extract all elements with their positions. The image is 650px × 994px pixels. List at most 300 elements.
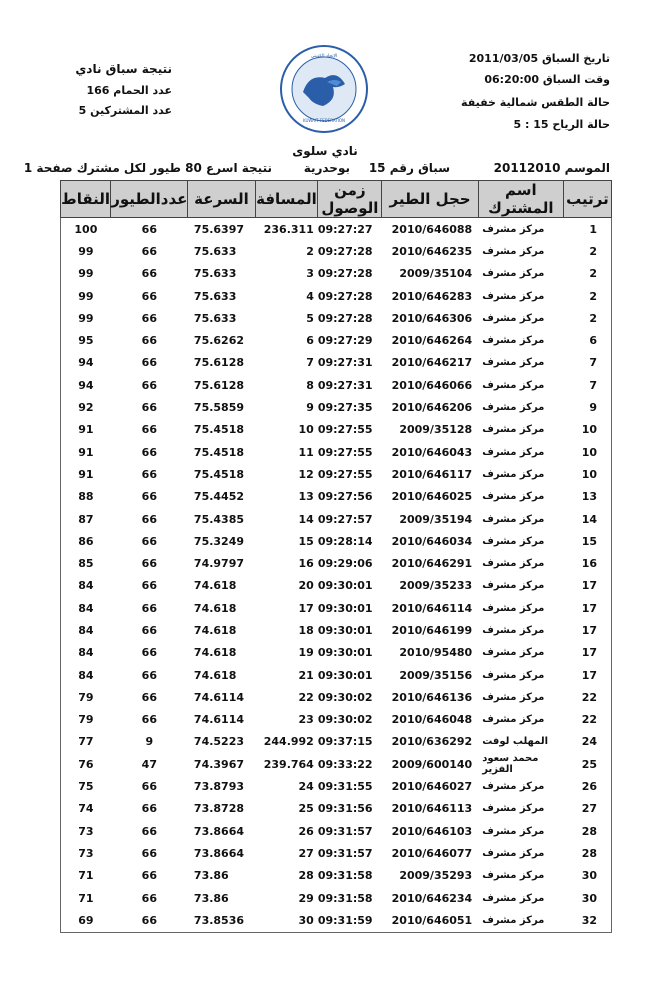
ring-cell: 2010/646077 (391, 846, 473, 860)
participant-cell: مركز مشرف (482, 491, 545, 503)
points-cell: 73 (78, 846, 94, 860)
table-row (61, 887, 612, 909)
birds-cell: 66 (141, 579, 157, 593)
arrival-cell: 09:27:28 (317, 311, 373, 325)
birds-cell: 66 (141, 289, 157, 303)
svg-text:الإتحاد الكويتي: الإتحاد الكويتي (310, 54, 338, 59)
ring-cell: 2010/646043 (391, 445, 473, 459)
rank-cell: 25 (581, 757, 597, 771)
arrival-cell: 09:30:01 (317, 601, 373, 615)
race-time: وقت السباق 06:20:00 (484, 73, 610, 86)
birds-cell: 66 (141, 401, 157, 415)
speed-cell: 74.618 (193, 601, 237, 615)
points-cell: 92 (78, 401, 94, 415)
rank-cell: 1 (589, 222, 597, 236)
season-label: الموسم 20112010 (493, 161, 610, 175)
table-header-row (61, 181, 612, 218)
birds-cell: 66 (141, 222, 157, 236)
participant-cell: مركز مشرف (482, 424, 545, 436)
distance-cell: 17 (298, 601, 314, 615)
participant-cell: مركز مشرف (482, 803, 545, 815)
ring-cell: 2010/646051 (391, 913, 473, 927)
rank-cell: 17 (581, 668, 597, 682)
federation-logo (279, 44, 369, 134)
svg-text:KUWAIT FEDERATION: KUWAIT FEDERATION (302, 118, 346, 123)
table-row (61, 240, 612, 262)
table-row (61, 842, 612, 864)
points-cell: 84 (78, 579, 94, 593)
arrival-cell: 09:27:28 (317, 289, 373, 303)
arrival-cell: 09:27:56 (317, 490, 373, 504)
points-cell: 69 (78, 913, 94, 927)
birds-cell: 66 (141, 244, 157, 258)
arrival-cell: 09:31:59 (317, 913, 373, 927)
ring-cell: 2010/636292 (391, 735, 473, 749)
birds-cell: 66 (141, 623, 157, 637)
table-row (61, 396, 612, 418)
ring-cell: 2010/646234 (391, 891, 473, 905)
rank-cell: 32 (581, 913, 597, 927)
points-cell: 99 (78, 311, 94, 325)
points-cell: 99 (78, 289, 94, 303)
distance-cell: 9 (306, 401, 314, 415)
results-table (60, 180, 612, 933)
ring-cell: 2010/646264 (391, 334, 473, 348)
speed-cell: 73.86 (193, 869, 229, 883)
points-cell: 71 (78, 869, 94, 883)
speed-cell: 74.9797 (193, 557, 245, 571)
arrival-cell: 09:27:31 (317, 378, 373, 392)
points-cell: 73 (78, 824, 94, 838)
ring-cell: 2009/35128 (399, 423, 473, 437)
table-row (61, 486, 612, 508)
table-row (61, 263, 612, 285)
table-row (61, 731, 612, 753)
rank-cell: 17 (581, 623, 597, 637)
arrival-cell: 09:30:01 (317, 623, 373, 637)
arrival-cell: 09:27:31 (317, 356, 373, 370)
points-cell: 77 (78, 735, 94, 749)
participant-cell: مركز مشرف (482, 290, 545, 302)
participant-cell: محمد سعود الفزير (482, 753, 539, 776)
distance-cell: 27 (298, 846, 314, 860)
points-cell: 84 (78, 601, 94, 615)
points-cell: 85 (78, 557, 94, 571)
speed-cell: 75.4518 (193, 445, 245, 459)
col-arrival: زمن الوصول (318, 181, 382, 218)
points-cell: 71 (78, 891, 94, 905)
birds-cell: 66 (141, 713, 157, 727)
speed-cell: 74.6114 (193, 713, 245, 727)
participant-cell: مركز مشرف (482, 312, 545, 324)
distance-cell: 30 (298, 913, 314, 927)
table-row (61, 285, 612, 307)
table-row (61, 419, 612, 441)
participant-cell: مركز مشرف (482, 691, 545, 703)
birds-cell: 66 (141, 490, 157, 504)
speed-cell: 73.8728 (193, 802, 245, 816)
points-cell: 88 (78, 490, 94, 504)
rank-cell: 13 (581, 490, 597, 504)
participant-cell: مركز مشرف (482, 268, 545, 280)
ring-cell: 2010/646066 (391, 378, 473, 392)
points-cell: 94 (78, 378, 94, 392)
weather-status: حالة الطقس شمالية خفيفة (461, 96, 610, 109)
participant-cell: مركز مشرف (482, 379, 545, 391)
speed-cell: 75.6397 (193, 222, 245, 236)
distance-cell: 7 (306, 356, 314, 370)
col-points: النقاط (61, 181, 111, 218)
arrival-cell: 09:27:55 (317, 445, 373, 459)
speed-cell: 74.618 (193, 668, 237, 682)
birds-cell: 66 (141, 891, 157, 905)
points-cell: 79 (78, 713, 94, 727)
ring-cell: 2010/646291 (391, 557, 473, 571)
rank-cell: 28 (581, 846, 597, 860)
arrival-cell: 09:27:29 (317, 334, 373, 348)
ring-cell: 2010/95480 (399, 646, 473, 660)
speed-cell: 75.4518 (193, 467, 245, 481)
table-row (61, 709, 612, 731)
birds-cell: 66 (141, 311, 157, 325)
rank-cell: 10 (581, 423, 597, 437)
arrival-cell: 09:30:02 (317, 690, 373, 704)
speed-cell: 75.6128 (193, 378, 245, 392)
rank-cell: 6 (589, 334, 597, 348)
participant-cell: مركز مشرف (482, 624, 545, 636)
result-title: نتيجة سباق نادي (75, 62, 172, 76)
points-cell: 95 (78, 334, 94, 348)
birds-cell: 66 (141, 512, 157, 526)
ring-cell: 2009/35233 (399, 579, 473, 593)
birds-cell: 66 (141, 913, 157, 927)
participant-cell: المهلب لوفت (482, 736, 549, 748)
table-row (61, 642, 612, 664)
table-row (61, 463, 612, 485)
distance-cell: 4 (306, 289, 314, 303)
ring-cell: 2010/646217 (391, 356, 473, 370)
speed-cell: 75.633 (193, 289, 237, 303)
arrival-cell: 09:27:27 (317, 222, 373, 236)
rank-cell: 22 (581, 713, 597, 727)
participant-cell: مركز مشرف (482, 892, 545, 904)
table-row (61, 218, 612, 241)
ring-cell: 2010/646103 (391, 824, 473, 838)
speed-cell: 73.86 (193, 891, 229, 905)
arrival-cell: 09:27:55 (317, 467, 373, 481)
points-cell: 75 (78, 780, 94, 794)
distance-cell: 6 (306, 334, 314, 348)
distance-cell: 2 (306, 244, 314, 258)
speed-cell: 74.6114 (193, 690, 245, 704)
table-row (61, 775, 612, 797)
arrival-cell: 09:31:58 (317, 869, 373, 883)
race-number: سباق رقم 15 (368, 161, 450, 175)
table-row (61, 441, 612, 463)
col-speed: السرعة (188, 181, 255, 218)
speed-cell: 75.4518 (193, 423, 245, 437)
birds-cell: 66 (141, 802, 157, 816)
participant-cell: مركز مشرف (482, 335, 545, 347)
arrival-cell: 09:33:22 (317, 757, 373, 771)
rank-cell: 22 (581, 690, 597, 704)
distance-cell: 20 (298, 579, 314, 593)
speed-cell: 75.3249 (193, 534, 245, 548)
participant-cell: مركز مشرف (482, 513, 545, 525)
club-name: نادي سلوى (292, 144, 358, 158)
points-cell: 91 (78, 467, 94, 481)
col-participant: اسم المشترك (478, 181, 563, 218)
distance-cell: 25 (298, 802, 314, 816)
arrival-cell: 09:30:01 (317, 579, 373, 593)
speed-cell: 73.8536 (193, 913, 245, 927)
race-date: تاريخ السباق 2011/03/05 (468, 52, 610, 65)
table-row (61, 508, 612, 530)
table-row (61, 686, 612, 708)
arrival-cell: 09:27:35 (317, 401, 373, 415)
arrival-cell: 09:30:02 (317, 713, 373, 727)
distance-cell: 24 (298, 780, 314, 794)
speed-cell: 74.618 (193, 646, 237, 660)
arrival-cell: 09:29:06 (317, 557, 373, 571)
points-cell: 100 (74, 222, 98, 236)
arrival-cell: 09:31:56 (317, 802, 373, 816)
arrival-cell: 09:27:57 (317, 512, 373, 526)
participant-cell: مركز مشرف (482, 245, 545, 257)
birds-cell: 66 (141, 445, 157, 459)
rank-cell: 17 (581, 646, 597, 660)
points-cell: 84 (78, 646, 94, 660)
table-row (61, 307, 612, 329)
col-ring: حجل الطير (382, 181, 478, 218)
race-location: بوحدرية (303, 161, 350, 175)
speed-cell: 75.633 (193, 311, 237, 325)
participant-cell: مركز مشرف (482, 870, 545, 882)
birds-cell: 66 (141, 557, 157, 571)
arrival-cell: 09:31:57 (317, 824, 373, 838)
rank-cell: 2 (589, 267, 597, 281)
distance-cell: 239.764 (263, 757, 314, 771)
points-cell: 99 (78, 244, 94, 258)
rank-cell: 2 (589, 244, 597, 258)
birds-cell: 66 (141, 267, 157, 281)
rank-cell: 16 (581, 557, 597, 571)
table-row (61, 352, 612, 374)
distance-cell: 12 (298, 467, 314, 481)
participant-count: عدد المشتركين 5 (78, 104, 172, 117)
col-birds: عددالطيور (111, 181, 188, 218)
distance-cell: 11 (298, 445, 314, 459)
table-row (61, 575, 612, 597)
distance-cell: 22 (298, 690, 314, 704)
birds-cell: 66 (141, 534, 157, 548)
speed-cell: 75.6128 (193, 356, 245, 370)
points-cell: 94 (78, 356, 94, 370)
speed-cell: 74.618 (193, 579, 237, 593)
birds-cell: 66 (141, 646, 157, 660)
birds-cell: 66 (141, 869, 157, 883)
participant-cell: مركز مشرف (482, 468, 545, 480)
participant-cell: مركز مشرف (482, 357, 545, 369)
distance-cell: 19 (298, 646, 314, 660)
participant-cell: مركز مشرف (482, 402, 545, 414)
points-cell: 76 (78, 757, 94, 771)
ring-cell: 2009/600140 (391, 757, 473, 771)
participant-cell: مركز مشرف (482, 847, 545, 859)
arrival-cell: 09:31:58 (317, 891, 373, 905)
birds-cell: 47 (141, 757, 157, 771)
distance-cell: 244.992 (263, 735, 314, 749)
birds-cell: 66 (141, 668, 157, 682)
distance-cell: 18 (298, 623, 314, 637)
rank-cell: 30 (581, 869, 597, 883)
points-cell: 74 (78, 802, 94, 816)
fastest-note: نتيجة اسرع 80 طيور لكل مشترك صفحة 1 (23, 161, 272, 175)
birds-cell: 66 (141, 846, 157, 860)
rank-cell: 17 (581, 601, 597, 615)
points-cell: 87 (78, 512, 94, 526)
birds-cell: 66 (141, 780, 157, 794)
ring-cell: 2010/646136 (391, 690, 473, 704)
arrival-cell: 09:27:28 (317, 267, 373, 281)
table-row (61, 329, 612, 351)
rank-cell: 14 (581, 512, 597, 526)
speed-cell: 75.633 (193, 244, 237, 258)
rank-cell: 7 (589, 378, 597, 392)
speed-cell: 73.8664 (193, 846, 245, 860)
table-row (61, 798, 612, 820)
distance-cell: 14 (298, 512, 314, 526)
distance-cell: 26 (298, 824, 314, 838)
distance-cell: 5 (306, 311, 314, 325)
ring-cell: 2010/646117 (391, 467, 473, 481)
arrival-cell: 09:31:57 (317, 846, 373, 860)
rank-cell: 10 (581, 467, 597, 481)
ring-cell: 2010/646027 (391, 780, 473, 794)
ring-cell: 2009/35293 (399, 869, 473, 883)
speed-cell: 75.4385 (193, 512, 245, 526)
ring-cell: 2010/646048 (391, 713, 473, 727)
arrival-cell: 09:31:55 (317, 780, 373, 794)
rank-cell: 24 (581, 735, 597, 749)
rank-cell: 15 (581, 534, 597, 548)
table-row (61, 619, 612, 641)
table-row (61, 552, 612, 574)
arrival-cell: 09:28:14 (317, 534, 373, 548)
participant-cell: مركز مشرف (482, 825, 545, 837)
birds-cell: 66 (141, 356, 157, 370)
ring-cell: 2010/646199 (391, 623, 473, 637)
pigeon-count: عدد الحمام 166 (86, 84, 172, 97)
rank-cell: 7 (589, 356, 597, 370)
birds-cell: 66 (141, 334, 157, 348)
participant-cell: مركز مشرف (482, 558, 545, 570)
rank-cell: 2 (589, 289, 597, 303)
birds-cell: 9 (145, 735, 154, 749)
distance-cell: 23 (298, 713, 314, 727)
distance-cell: 236.311 (263, 222, 314, 236)
speed-cell: 75.633 (193, 267, 237, 281)
participant-cell: مركز مشرف (482, 223, 545, 235)
distance-cell: 13 (298, 490, 314, 504)
table-row (61, 530, 612, 552)
ring-cell: 2010/646113 (391, 802, 473, 816)
speed-cell: 74.5223 (193, 735, 245, 749)
distance-cell: 15 (298, 534, 314, 548)
col-distance: المسافة (255, 181, 318, 218)
points-cell: 91 (78, 445, 94, 459)
table-row (61, 597, 612, 619)
rank-cell: 2 (589, 311, 597, 325)
arrival-cell: 09:30:01 (317, 668, 373, 682)
speed-cell: 73.8664 (193, 824, 245, 838)
table-row (61, 865, 612, 887)
speed-cell: 75.5859 (193, 401, 245, 415)
distance-cell: 21 (298, 668, 314, 682)
speed-cell: 74.3967 (193, 757, 245, 771)
birds-cell: 66 (141, 690, 157, 704)
table-row (61, 374, 612, 396)
participant-cell: مركز مشرف (482, 714, 545, 726)
rank-cell: 26 (581, 780, 597, 794)
birds-cell: 66 (141, 378, 157, 392)
speed-cell: 75.4452 (193, 490, 245, 504)
participant-cell: مركز مشرف (482, 535, 545, 547)
wind-status: حالة الرياح 15 : 5 (513, 118, 610, 131)
distance-cell: 28 (298, 869, 314, 883)
ring-cell: 2010/646235 (391, 244, 473, 258)
table-row (61, 909, 612, 932)
birds-cell: 66 (141, 467, 157, 481)
participant-cell: مركز مشرف (482, 647, 545, 659)
distance-cell: 8 (306, 378, 314, 392)
table-row (61, 820, 612, 842)
ring-cell: 2010/646034 (391, 534, 473, 548)
speed-cell: 73.8793 (193, 780, 245, 794)
rank-cell: 10 (581, 445, 597, 459)
speed-cell: 74.618 (193, 623, 237, 637)
speed-cell: 75.6262 (193, 334, 245, 348)
distance-cell: 29 (298, 891, 314, 905)
birds-cell: 66 (141, 601, 157, 615)
birds-cell: 66 (141, 423, 157, 437)
ring-cell: 2010/646206 (391, 401, 473, 415)
arrival-cell: 09:27:55 (317, 423, 373, 437)
rank-cell: 27 (581, 802, 597, 816)
ring-cell: 2009/35194 (399, 512, 473, 526)
col-rank: ترتيب (563, 181, 611, 218)
ring-cell: 2010/646088 (391, 222, 473, 236)
rank-cell: 30 (581, 891, 597, 905)
ring-cell: 2010/646283 (391, 289, 473, 303)
distance-cell: 16 (298, 557, 314, 571)
ring-cell: 2009/35104 (399, 267, 473, 281)
participant-cell: مركز مشرف (482, 781, 545, 793)
ring-cell: 2010/646306 (391, 311, 473, 325)
participant-cell: مركز مشرف (482, 602, 545, 614)
rank-cell: 17 (581, 579, 597, 593)
ring-cell: 2010/646025 (391, 490, 473, 504)
table-row (61, 664, 612, 686)
points-cell: 84 (78, 668, 94, 682)
ring-cell: 2009/35156 (399, 668, 473, 682)
points-cell: 99 (78, 267, 94, 281)
arrival-cell: 09:37:15 (317, 735, 373, 749)
rank-cell: 9 (589, 401, 597, 415)
points-cell: 79 (78, 690, 94, 704)
birds-cell: 66 (141, 824, 157, 838)
distance-cell: 10 (298, 423, 314, 437)
